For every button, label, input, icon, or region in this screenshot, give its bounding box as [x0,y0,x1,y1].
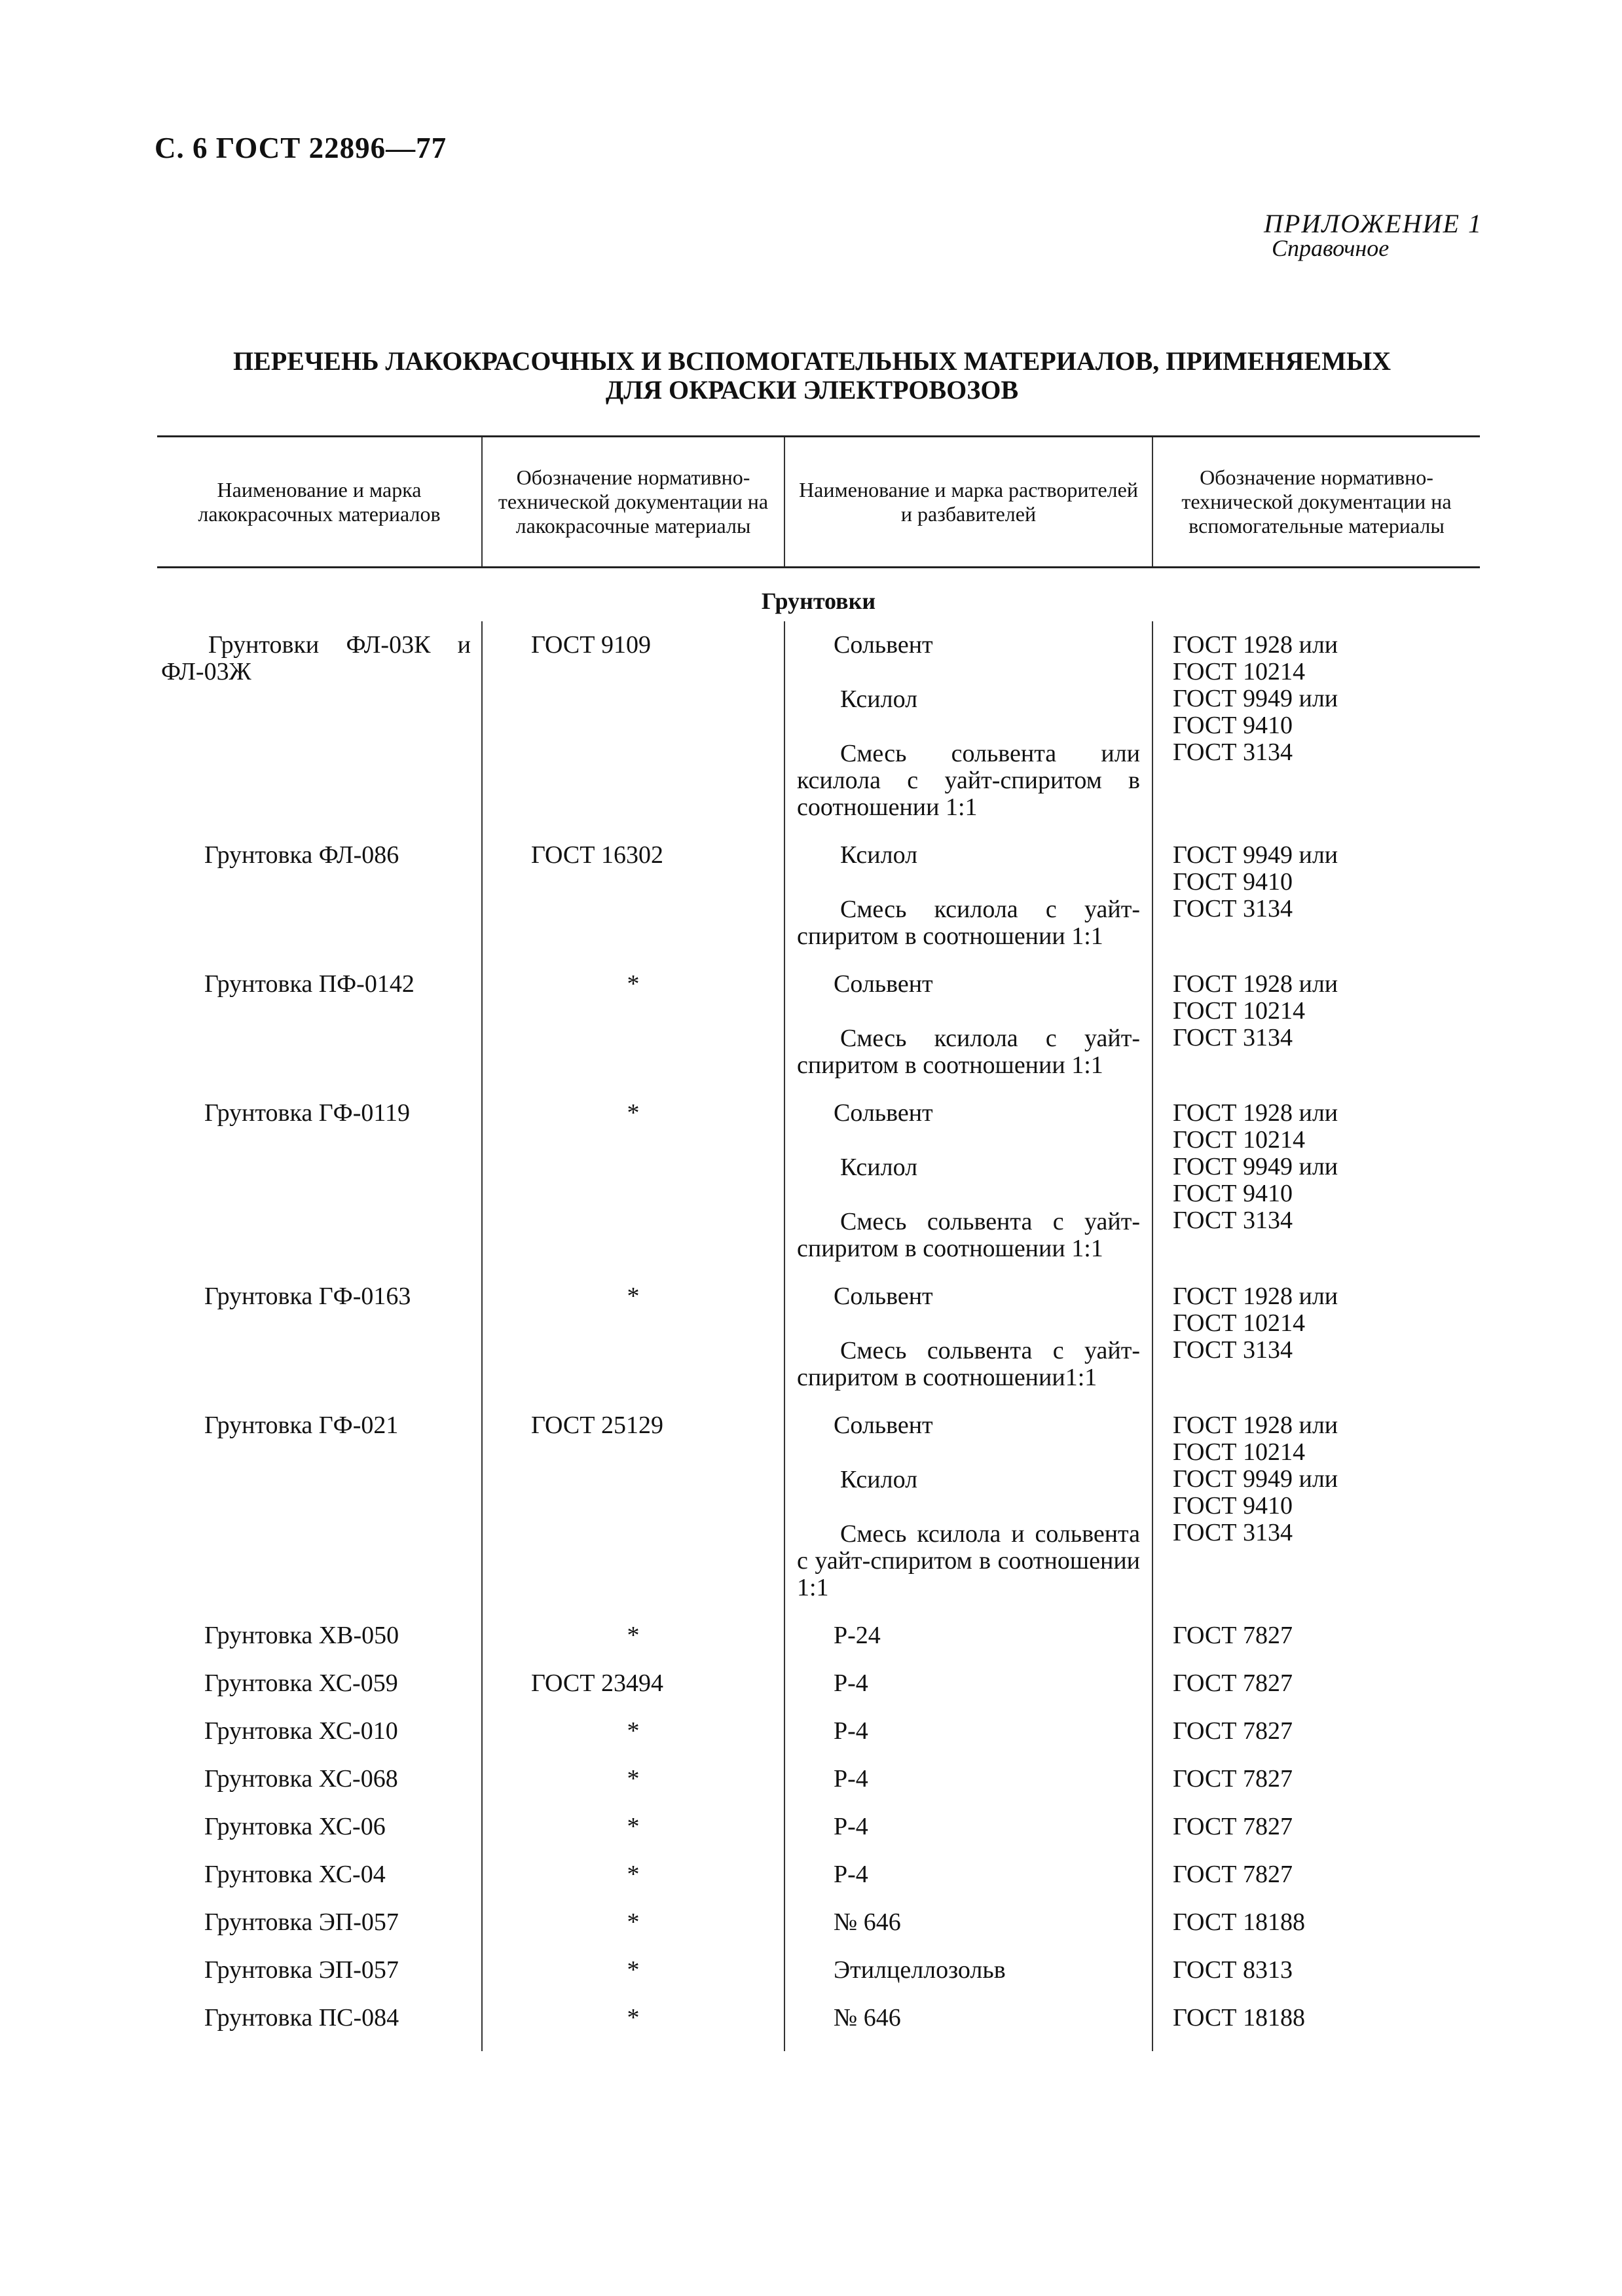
solvent-name: № 646 [834,1908,901,1936]
material-name: Грунтовка ФЛ-086 [204,841,399,869]
table-row [157,1899,1480,1946]
table-row [157,831,1480,960]
aux-standard: ГОСТ 10214 [1173,1438,1305,1466]
table-row [157,1707,1480,1755]
aux-standard: ГОСТ 1928 или [1173,970,1338,998]
aux-standard: ГОСТ 7827 [1173,1717,1293,1745]
material-name: Грунтовка ХС-010 [204,1717,398,1745]
table-row [157,1660,1480,1707]
solvent-name: Смесь ксилола и сольвента с уайт-спиритом в соотношении 1:1 [797,1520,1140,1601]
section-title: Грунтовки [761,588,876,614]
material-documentation: ГОСТ 23494 [482,1660,784,1707]
solvent-name: Р-4 [834,1669,868,1697]
solvent-name: Смесь ксилола с уайт-спиритом в соотношении 1:1 [797,896,1140,950]
materials-table [157,435,1480,2051]
aux-documentation-cell [1152,1755,1480,1803]
material-documentation: * [482,1707,784,1755]
aux-standard: ГОСТ 7827 [1173,1813,1293,1840]
table-row [157,1803,1480,1851]
aux-standard: ГОСТ 7827 [1173,1861,1293,1888]
aux-standard: ГОСТ 1928 или [1173,1099,1338,1127]
solvent-cell [784,1755,1152,1803]
aux-documentation-cell [1152,1851,1480,1899]
material-name: Грунтовка ХС-059 [204,1669,398,1697]
aux-documentation-cell [1152,621,1480,831]
solvent-name: Ксилол [840,1466,918,1493]
aux-standard: ГОСТ 10214 [1173,997,1305,1025]
aux-standard: ГОСТ 1928 или [1173,1412,1338,1439]
aux-standard: ГОСТ 7827 [1173,1622,1293,1649]
solvent-cell [784,1946,1152,1994]
material-documentation: * [482,1899,784,1946]
material-documentation: * [482,1994,784,2051]
table-header-row [157,437,1480,568]
document-title-line-2: ДЛЯ ОКРАСКИ ЭЛЕКТРОВОЗОВ [605,375,1019,405]
table-row [157,1612,1480,1660]
aux-standard: ГОСТ 9410 [1173,868,1293,896]
aux-standard: ГОСТ 9410 [1173,712,1293,739]
material-name: Грунтовка ХС-04 [204,1861,386,1888]
aux-standard: ГОСТ 9949 или [1173,685,1338,712]
material-documentation: * [482,960,784,1089]
solvent-name: Р-4 [834,1717,868,1745]
material-name: Грунтовка ГФ-021 [204,1412,399,1439]
solvent-name: Ксилол [840,841,918,869]
solvent-name: Смесь ксилола с уайт-спиритом в соотношении 1:1 [797,1025,1140,1079]
document-title [157,347,1467,405]
solvent-cell [784,1803,1152,1851]
material-documentation: ГОСТ 9109 [482,621,784,831]
material-name: Грунтовка ХС-068 [204,1765,398,1793]
material-name: Грунтовки ФЛ-03К и ФЛ-03Ж [161,631,471,685]
aux-standard: ГОСТ 10214 [1173,1126,1305,1154]
material-documentation: * [482,1089,784,1273]
aux-standard: ГОСТ 9949 или [1173,1465,1338,1493]
aux-standard: ГОСТ 9410 [1173,1492,1293,1520]
material-documentation: ГОСТ 16302 [482,831,784,960]
aux-documentation-cell [1152,1612,1480,1660]
material-name: Грунтовка ХС-06 [204,1813,386,1840]
solvent-cell [784,1660,1152,1707]
solvent-name: Смесь сольвента с уайт-спиритом в соотношении 1:1 [797,1208,1140,1262]
table-row [157,1755,1480,1803]
aux-documentation-cell [1152,1803,1480,1851]
aux-standard: ГОСТ 3134 [1173,895,1293,922]
aux-standard: ГОСТ 3134 [1173,1519,1293,1546]
solvent-cell [784,1851,1152,1899]
appendix-subtitle: Справочное [1272,235,1390,261]
aux-standard: ГОСТ 1928 или [1173,631,1338,659]
aux-standard: ГОСТ 18188 [1173,1908,1305,1936]
table-row [157,960,1480,1089]
aux-documentation-cell [1152,1273,1480,1402]
aux-standard: ГОСТ 10214 [1173,658,1305,685]
solvent-cell [784,960,1152,1089]
aux-standard: ГОСТ 3134 [1173,1336,1293,1364]
aux-standard: ГОСТ 9410 [1173,1180,1293,1207]
material-documentation: * [482,1612,784,1660]
section-row [157,568,1480,622]
solvent-cell [784,1899,1152,1946]
table-row [157,1994,1480,2051]
material-name: Грунтовка ГФ-0163 [204,1283,411,1310]
material-documentation: * [482,1946,784,1994]
aux-documentation-cell [1152,1660,1480,1707]
aux-standard: ГОСТ 8313 [1173,1956,1293,1984]
aux-standard: ГОСТ 7827 [1173,1765,1293,1793]
aux-standard: ГОСТ 9949 или [1173,841,1338,869]
aux-documentation-cell [1152,960,1480,1089]
aux-documentation-cell [1152,831,1480,960]
aux-standard: ГОСТ 3134 [1173,1024,1293,1051]
material-documentation: * [482,1273,784,1402]
solvent-name: Р-4 [834,1861,868,1888]
material-documentation: * [482,1755,784,1803]
aux-documentation-cell [1152,1402,1480,1612]
solvent-name: Сольвент [834,631,933,659]
table-row [157,1089,1480,1273]
table-row [157,1851,1480,1899]
header-paint-material: Наименование и марка лакокрасочных материалов [157,437,482,568]
aux-documentation-cell [1152,1899,1480,1946]
solvent-name: Смесь сольвента или ксилола с уайт-спиритом в соотношении 1:1 [797,740,1140,821]
material-name: Грунтовка ЭП-057 [204,1956,399,1984]
solvent-cell [784,831,1152,960]
solvent-name: Р-4 [834,1765,868,1793]
solvent-cell [784,1273,1152,1402]
solvent-name: Сольвент [834,970,933,998]
aux-documentation-cell [1152,1994,1480,2051]
material-documentation: ГОСТ 25129 [482,1402,784,1612]
material-name: Грунтовка ПС-084 [204,2004,399,2032]
aux-documentation-cell [1152,1707,1480,1755]
aux-standard: ГОСТ 3134 [1173,1207,1293,1234]
material-documentation: * [482,1851,784,1899]
aux-standard: ГОСТ 1928 или [1173,1283,1338,1310]
aux-standard: ГОСТ 9949 или [1173,1153,1338,1180]
header-solvent: Наименование и марка растворителей и разбавителей [784,437,1152,568]
material-name: Грунтовка ХВ-050 [204,1622,399,1649]
header-paint-documentation: Обозначение нормативно-технической документации на лакокрасочные материалы [482,437,784,568]
solvent-cell [784,1994,1152,2051]
solvent-name: Сольвент [834,1099,933,1127]
solvent-name: Ксилол [840,685,918,713]
document-title-line-1: ПЕРЕЧЕНЬ ЛАКОКРАСОЧНЫХ И ВСПОМОГАТЕЛЬНЫХ МАТЕРИАЛОВ, ПРИМЕНЯЕМЫХ [233,346,1391,376]
solvent-cell [784,621,1152,831]
solvent-name: Сольвент [834,1283,933,1310]
table-row [157,621,1480,831]
solvent-name: Р-24 [834,1622,881,1649]
aux-standard: ГОСТ 3134 [1173,738,1293,766]
aux-standard: ГОСТ 10214 [1173,1309,1305,1337]
solvent-name: Р-4 [834,1813,868,1840]
solvent-name: Сольвент [834,1412,933,1439]
solvent-name: № 646 [834,2004,901,2032]
solvent-name: Ксилол [840,1154,918,1181]
table-row [157,1946,1480,1994]
solvent-cell [784,1402,1152,1612]
solvent-cell [784,1707,1152,1755]
header-aux-documentation: Обозначение нормативно-технической документации на вспомогательные материалы [1152,437,1480,568]
aux-documentation-cell [1152,1089,1480,1273]
solvent-name: Смесь сольвента с уайт-спиритом в соотношении1:1 [797,1337,1140,1391]
aux-standard: ГОСТ 7827 [1173,1669,1293,1697]
page-header: С. 6 ГОСТ 22896—77 [155,132,447,164]
aux-standard: ГОСТ 18188 [1173,2004,1305,2032]
material-documentation: * [482,1803,784,1851]
table-row [157,1273,1480,1402]
material-name: Грунтовка ЭП-057 [204,1908,399,1936]
appendix-title: ПРИЛОЖЕНИЕ 1 [1264,209,1483,238]
aux-documentation-cell [1152,1946,1480,1994]
solvent-cell [784,1612,1152,1660]
solvent-cell [784,1089,1152,1273]
table-row [157,1402,1480,1612]
material-name: Грунтовка ГФ-0119 [204,1099,410,1127]
material-name: Грунтовка ПФ-0142 [204,970,415,998]
solvent-name: Этилцеллозольв [834,1956,1006,1984]
